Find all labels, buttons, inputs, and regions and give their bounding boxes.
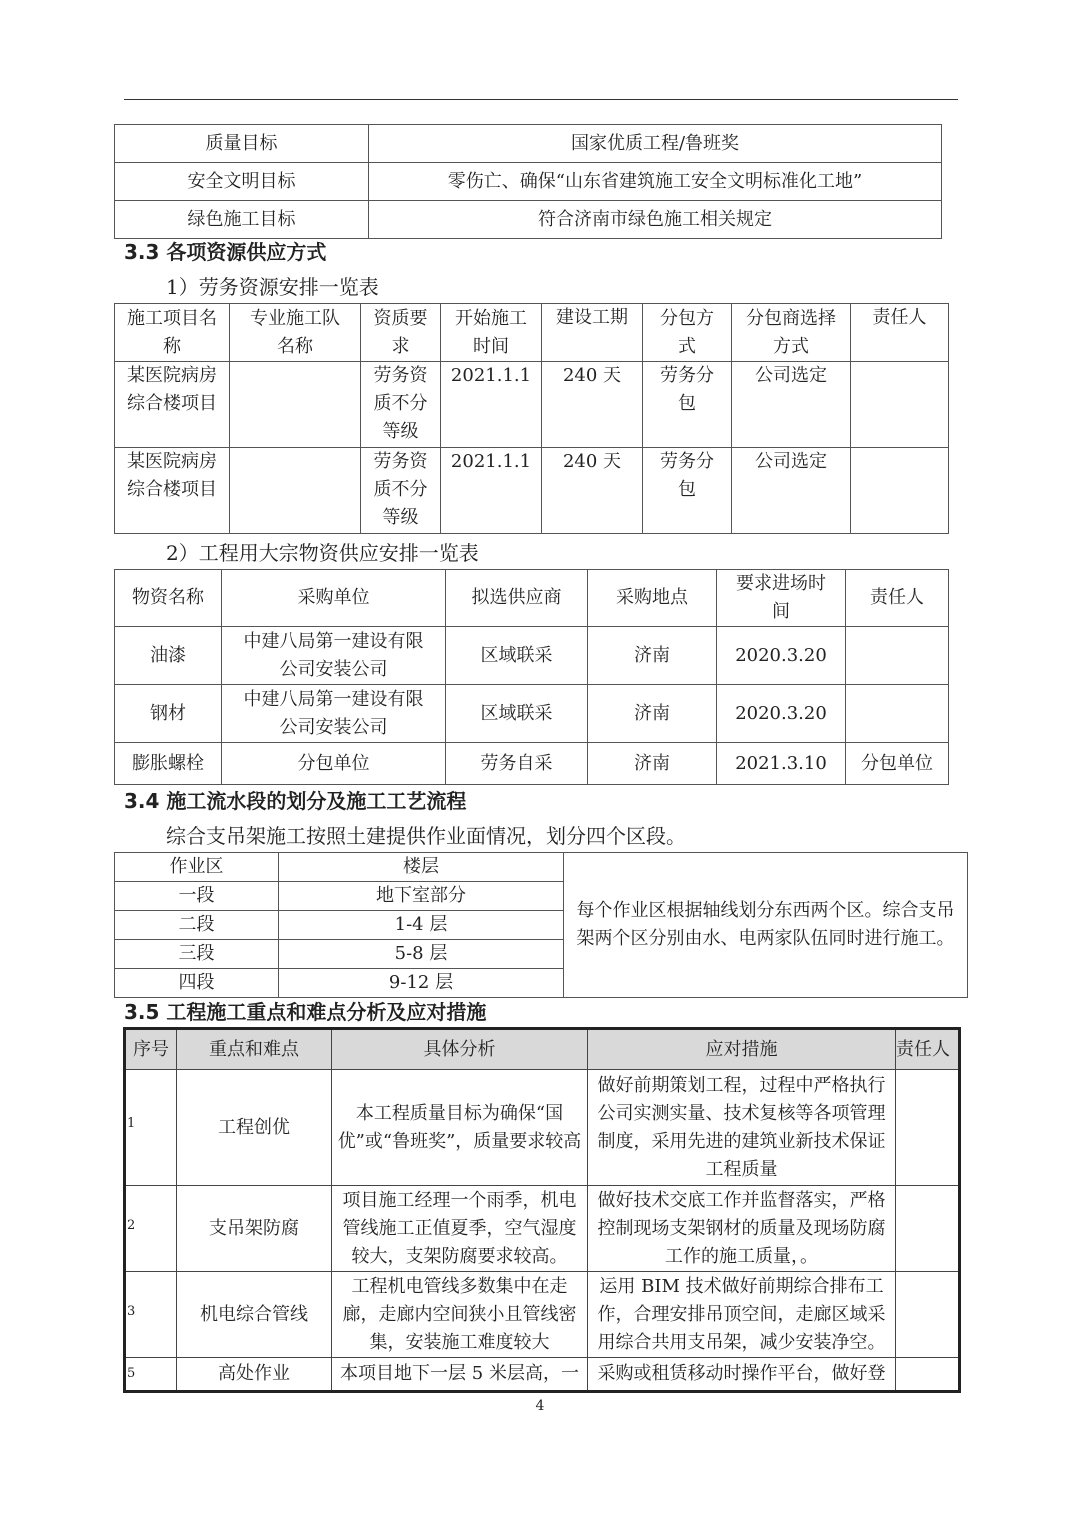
column-header: 作业区: [115, 853, 279, 882]
table-cell: 某医院病房 综合楼项目: [115, 362, 230, 448]
column-header: 应对措施: [588, 1029, 896, 1070]
subheading-materials: 2）工程用大宗物资供应安排一览表: [166, 541, 479, 565]
table-cell: 分包单位: [222, 743, 446, 785]
table-cell: 劳务自采: [446, 743, 588, 785]
column-header: 物资名称: [115, 570, 222, 627]
table-cell: 区域联采: [446, 685, 588, 743]
row-number: 2: [125, 1186, 177, 1272]
column-header: 责任人: [846, 570, 949, 627]
table-cell: 油漆: [115, 627, 222, 685]
table-cell: 做好前期策划工程，过程中严格执行公司实测实量、技术复核等各项管理制度，采用先进的建筑业新技术保证工程质量: [588, 1070, 896, 1186]
table-cell: 地下室部分: [279, 882, 564, 911]
labor-resource-table: [114, 303, 949, 534]
table-row: [115, 685, 949, 743]
table-cell: [851, 448, 949, 534]
table-cell: 劳务资 质不分 等级: [361, 362, 441, 448]
key-difficulties-table: [123, 1027, 961, 1393]
table-cell: 做好技术交底工作并监督落实，严格控制现场支架钢材的质量及现场防腐工作的施工质量，。: [588, 1186, 896, 1272]
table-row: [125, 1070, 960, 1186]
row-number: 5: [125, 1358, 177, 1392]
table-header-row: [115, 853, 968, 882]
table-cell: 公司选定: [732, 362, 851, 448]
table-cell: 四段: [115, 969, 279, 998]
table-cell: 2021.1.1: [441, 448, 542, 534]
table-cell: 工程创优: [177, 1070, 332, 1186]
column-header: 重点和难点: [177, 1029, 332, 1070]
column-header: 采购地点: [588, 570, 717, 627]
table-cell: 2020.3.20: [717, 685, 846, 743]
table-cell: [230, 448, 361, 534]
table-row: [115, 201, 942, 239]
table-row: [115, 627, 949, 685]
table-cell: 本工程质量目标为确保“国优”或“鲁班奖”，质量要求较高: [332, 1070, 588, 1186]
goals-table: [114, 124, 942, 239]
table-cell: 区域联采: [446, 627, 588, 685]
table-cell: 劳务分 包: [643, 362, 732, 448]
column-header: 建设工期: [542, 304, 643, 362]
page-number: 4: [535, 1398, 545, 1414]
column-header: 拟选供应商: [446, 570, 588, 627]
goal-label: 绿色施工目标: [115, 201, 369, 239]
column-header: 资质要 求: [361, 304, 441, 362]
table-cell: 济南: [588, 743, 717, 785]
row-number: 1: [125, 1070, 177, 1186]
table-cell: 劳务资 质不分 等级: [361, 448, 441, 534]
table-cell: 某医院病房 综合楼项目: [115, 448, 230, 534]
table-cell: 2021.1.1: [441, 362, 542, 448]
section-heading-3-5: 3.5 工程施工重点和难点分析及应对措施: [124, 1000, 487, 1024]
column-header: 分包商选择 方式: [732, 304, 851, 362]
table-row: [115, 163, 942, 201]
table-cell: 公司选定: [732, 448, 851, 534]
column-header: 分包方 式: [643, 304, 732, 362]
table-cell: 运用 BIM 技术做好前期综合排布工作，合理安排吊顶空间，走廊区域采用综合共用支吊架，减少安装净空。: [588, 1272, 896, 1358]
table-cell: 支吊架防腐: [177, 1186, 332, 1272]
table-cell: 2021.3.10: [717, 743, 846, 785]
table-cell: [846, 627, 949, 685]
table-cell: 240 天: [542, 448, 643, 534]
table-row: [125, 1272, 960, 1358]
table-cell: 机电综合管线: [177, 1272, 332, 1358]
table-row: [115, 125, 942, 163]
table-row: [125, 1358, 960, 1392]
column-header: 专业施工队 名称: [230, 304, 361, 362]
table-cell: [896, 1070, 960, 1186]
table-cell: 一段: [115, 882, 279, 911]
table-row: [115, 743, 949, 785]
table-row: [125, 1186, 960, 1272]
row-number: 3: [125, 1272, 177, 1358]
table-header-row: [115, 304, 949, 362]
goal-label: 安全文明目标: [115, 163, 369, 201]
goal-value: 国家优质工程/鲁班奖: [369, 125, 942, 163]
goal-label: 质量目标: [115, 125, 369, 163]
goal-value: 符合济南市绿色施工相关规定: [369, 201, 942, 239]
table-cell: 劳务分 包: [643, 448, 732, 534]
column-header: 楼层: [279, 853, 564, 882]
paragraph-sections: 综合支吊架施工按照土建提供作业面情况，划分四个区段。: [166, 824, 686, 848]
table-cell: 分包单位: [846, 743, 949, 785]
table-cell: [846, 685, 949, 743]
column-header: 采购单位: [222, 570, 446, 627]
column-header: 要求进场时 间: [717, 570, 846, 627]
table-cell: 钢材: [115, 685, 222, 743]
table-cell: 240 天: [542, 362, 643, 448]
table-cell: 5-8 层: [279, 940, 564, 969]
section-heading-3-4: 3.4 施工流水段的划分及施工工艺流程: [124, 789, 467, 813]
work-zone-table: [114, 852, 968, 998]
table-cell: 三段: [115, 940, 279, 969]
table-cell: 二段: [115, 911, 279, 940]
header-rule: [124, 99, 958, 100]
table-cell: 膨胀螺栓: [115, 743, 222, 785]
table-cell: 本项目地下一层 5 米层高，一: [332, 1358, 588, 1392]
table-cell: 济南: [588, 685, 717, 743]
table-cell: 1-4 层: [279, 911, 564, 940]
goal-value: 零伤亡、确保“山东省建筑施工安全文明标准化工地”: [369, 163, 942, 201]
table-cell: 9-12 层: [279, 969, 564, 998]
table-cell: 2020.3.20: [717, 627, 846, 685]
table-cell: [896, 1358, 960, 1392]
table-cell: 工程机电管线多数集中在走廊，走廊内空间狭小且管线密集，安装施工难度较大: [332, 1272, 588, 1358]
table-header-row: [115, 570, 949, 627]
table-cell: 项目施工经理一个雨季，机电管线施工正值夏季，空气湿度较大，支架防腐要求较高。: [332, 1186, 588, 1272]
table-cell: 采购或租赁移动时操作平台，做好登: [588, 1358, 896, 1392]
table-cell: [230, 362, 361, 448]
column-header: 具体分析: [332, 1029, 588, 1070]
column-header: 开始施工 时间: [441, 304, 542, 362]
table-cell: 中建八局第一建设有限 公司安装公司: [222, 685, 446, 743]
subheading-labor: 1）劳务资源安排一览表: [166, 275, 379, 299]
column-header: 责任人: [851, 304, 949, 362]
materials-supply-table: [114, 569, 949, 785]
table-cell: 济南: [588, 627, 717, 685]
table-cell: [896, 1186, 960, 1272]
column-header: 序号: [125, 1029, 177, 1070]
table-row: [115, 448, 949, 534]
table-header-row: [125, 1029, 960, 1070]
section-heading-3-3: 3.3 各项资源供应方式: [124, 240, 327, 264]
table-cell: 高处作业: [177, 1358, 332, 1392]
table-cell: [851, 362, 949, 448]
column-header: 责任人: [896, 1029, 960, 1070]
zone-note: 每个作业区根据轴线划分东西两个区。综合支吊架两个区分别由水、电两家队伍同时进行施工。: [564, 853, 968, 998]
table-cell: [896, 1272, 960, 1358]
table-row: [115, 362, 949, 448]
table-cell: 中建八局第一建设有限 公司安装公司: [222, 627, 446, 685]
column-header: 施工项目名 称: [115, 304, 230, 362]
